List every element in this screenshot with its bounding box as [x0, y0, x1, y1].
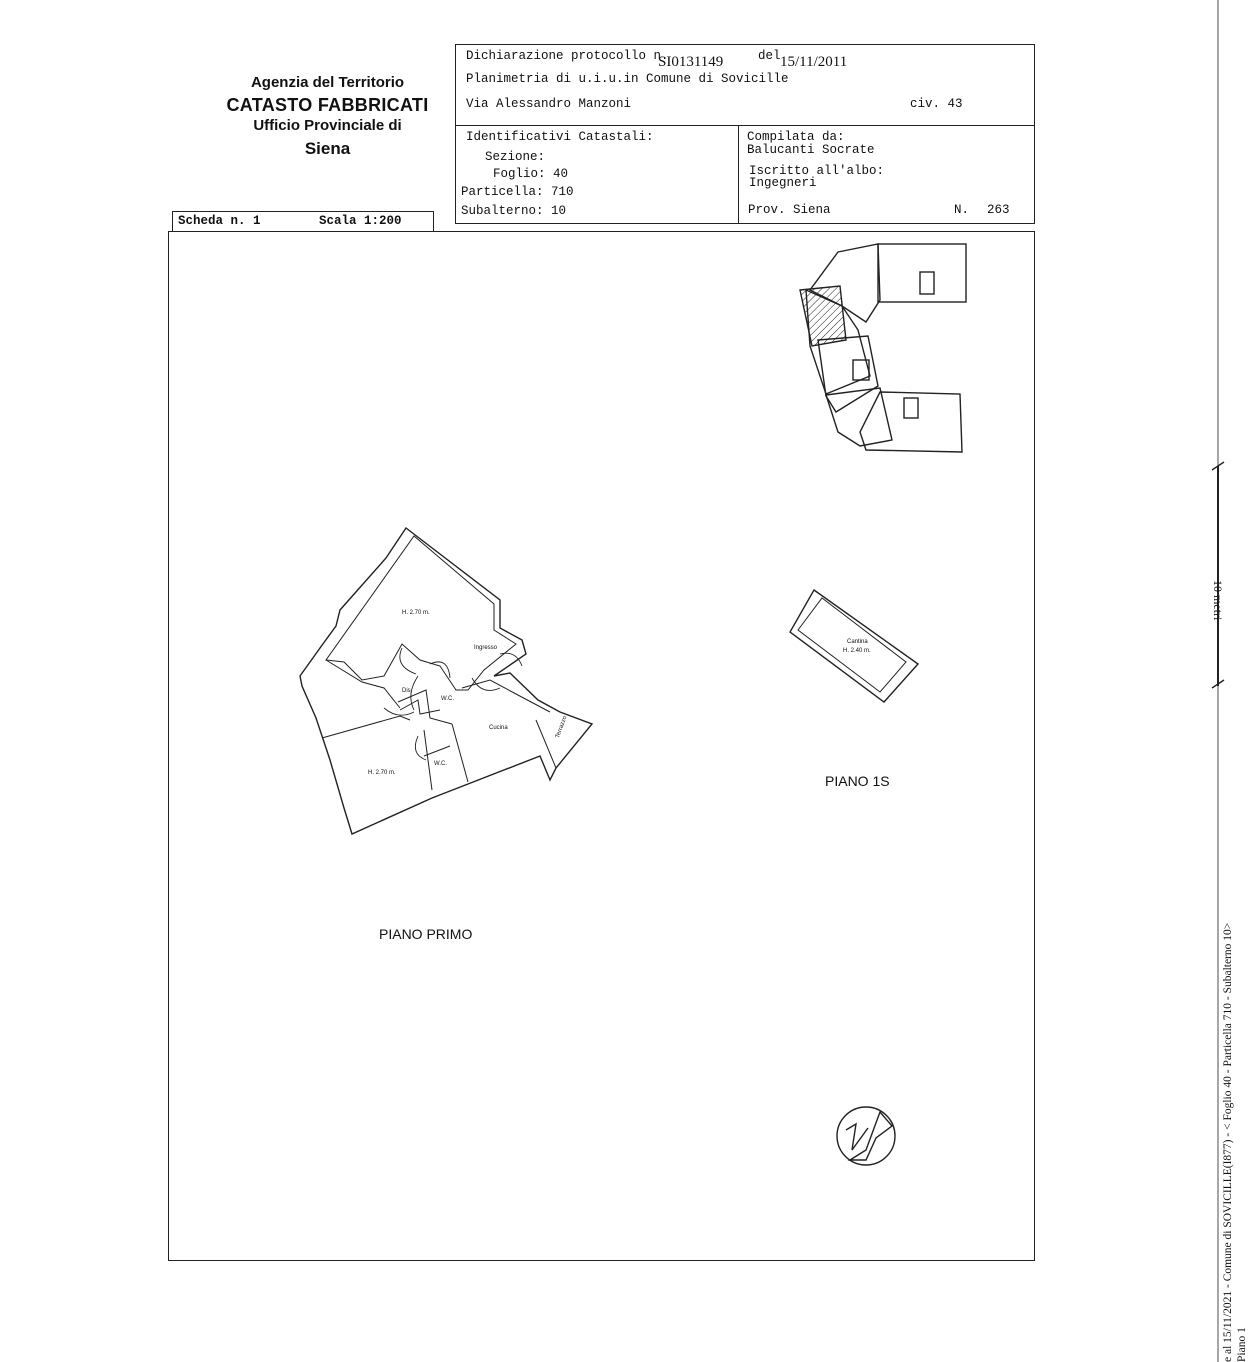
room-label-ingresso: Ingresso	[474, 645, 498, 651]
scheda-label: Scheda n. 1	[178, 214, 261, 228]
scale-label: 10 metri	[1211, 580, 1225, 621]
room-label-bottom: H. 2.70 m.	[368, 770, 396, 776]
footer-line-1: e al 15/11/2021 - Comune di SOVICILLE(I877) - < Foglio 40 - Particella 710 - Subalterno 10>	[1222, 922, 1234, 1362]
room-label-wc1: W.C.	[441, 696, 454, 702]
site-plan	[800, 244, 966, 452]
del-label: del	[758, 49, 781, 63]
north-arrow-icon	[837, 1107, 895, 1165]
address-label: Via Alessandro Manzoni	[466, 97, 632, 111]
room-label-wc2: W.C.	[434, 761, 447, 767]
prov-label: Prov. Siena	[748, 203, 831, 217]
protocol-number: SI0131149	[658, 54, 724, 70]
scala-label: Scala 1:200	[319, 214, 402, 228]
n-label: N.	[954, 203, 970, 217]
room-label-dis: Dis.	[402, 688, 413, 694]
compilata-name: Balucanti Socrate	[747, 143, 875, 157]
subalterno-label: Subalterno: 10	[461, 204, 567, 218]
cantina-height-label: H. 2.40 m.	[843, 648, 871, 654]
n-value: 263	[987, 203, 1010, 217]
city-name: Siena	[304, 139, 351, 158]
protocol-date: 15/11/2011	[780, 54, 848, 70]
piano-primo-plan	[300, 528, 592, 834]
room-label-top: H. 2.70 m.	[402, 610, 430, 616]
catasto-title: CATASTO FABBRICATI	[226, 94, 429, 115]
protocol-label: Dichiarazione protocollo n.	[466, 49, 669, 63]
iscritto-label: Iscritto all'albo:	[749, 164, 885, 178]
civic-number: civ. 43	[910, 97, 963, 111]
footer-line-2: Piano 1	[1236, 1327, 1248, 1362]
compilata-label: Compilata da:	[747, 130, 845, 144]
planimetria-label: Planimetria di u.i.u.in Comune di Sovicille	[466, 72, 789, 86]
cantina-plan	[790, 590, 918, 702]
iscritto-value: Ingegneri	[749, 176, 817, 190]
room-label-terrazzo: Terrazzo	[555, 715, 569, 740]
sezione-label: Sezione:	[485, 150, 546, 164]
identificativi-label: Identificativi Catastali:	[466, 130, 654, 144]
ufficio-label: Ufficio Provinciale di	[253, 117, 402, 135]
piano-primo-label: PIANO PRIMO	[379, 926, 473, 942]
particella-label: Particella: 710	[461, 185, 574, 199]
room-label-cucina: Cucina	[489, 725, 508, 731]
foglio-label: Foglio: 40	[493, 167, 569, 181]
cantina-label: Cantina	[847, 639, 868, 645]
piano-1s-label: PIANO 1S	[825, 773, 890, 789]
agency-name: Agenzia del Territorio	[250, 74, 405, 91]
